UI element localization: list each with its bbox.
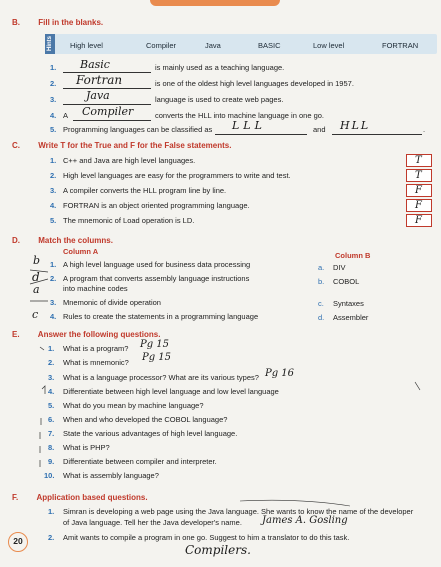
question-text: converts the HLL into machine language in one go. [155, 111, 325, 120]
hint-word: High level [70, 41, 103, 50]
column-b-letter: a. [318, 263, 325, 272]
column-b-letter: c. [318, 299, 324, 308]
handwritten-answer: Java [86, 89, 110, 102]
handwritten-answer: d [32, 270, 40, 284]
section-e-title: Answer the following questions. [37, 330, 161, 339]
question-text: is one of the oldest high level languages developed in 1957. [155, 79, 354, 88]
item-number: 10. [44, 471, 55, 480]
pen-mark [30, 279, 48, 284]
pen-mark [40, 347, 44, 350]
item-number: 4. [50, 201, 57, 210]
question-text: What is a program? [63, 344, 129, 353]
column-a-text: A high level language used for business data processing [63, 260, 251, 269]
section-f-title: Application based questions. [36, 493, 148, 502]
column-b-text: DIV [333, 263, 346, 272]
section-b-letter: B. [12, 18, 20, 27]
hint-word: FORTRAN [382, 41, 419, 50]
handwritten-answer: HLL [340, 119, 371, 132]
pen-mark [30, 270, 48, 272]
item-number: 5. [50, 216, 57, 225]
question-text: What do you mean by machine language? [63, 401, 204, 410]
item-number: 1. [50, 260, 57, 269]
item-number: 2. [48, 533, 55, 542]
section-d-letter: D. [12, 236, 20, 245]
item-number: 2. [50, 274, 57, 283]
question-text: . [423, 125, 426, 134]
column-b-title: Column B [335, 251, 371, 260]
question-text: A [63, 111, 69, 120]
item-number: 2. [48, 358, 55, 367]
item-number: 1. [50, 156, 57, 165]
handwritten-answer: b [33, 254, 41, 267]
handwritten-answer: F [415, 200, 422, 211]
section-f-letter: F. [12, 493, 19, 502]
item-number: 1. [50, 63, 57, 72]
page-number: 20 [8, 532, 28, 552]
item-number: 6. [48, 415, 55, 424]
column-b-text: COBOL [333, 277, 360, 286]
question-text: What is mnemonic? [63, 358, 129, 367]
item-number: 4. [50, 111, 57, 120]
item-number: 3. [48, 373, 55, 382]
section-d-title: Match the columns. [38, 236, 113, 245]
question-text: and [313, 125, 326, 134]
hint-word: Low level [313, 41, 345, 50]
pen-mark [415, 382, 420, 390]
handwritten-answer: Compilers. [185, 543, 251, 557]
section-c-letter: C. [12, 141, 20, 150]
column-a-text: A program that converts assembly language instructions [63, 274, 250, 283]
handwritten-note: Pg 15 [142, 352, 172, 363]
pen-mark [240, 500, 350, 506]
item-number: 1. [48, 344, 55, 353]
item-number: 9. [48, 457, 55, 466]
question-text: Differentiate between compiler and interpreter. [63, 457, 217, 466]
column-a-text: into machine codes [63, 284, 128, 293]
column-a-text: Mnemonic of divide operation [63, 298, 161, 307]
handwritten-answer: Fortran [76, 73, 123, 87]
hints-label: Hints [45, 34, 55, 54]
statement-text: FORTRAN is an object oriented programming language. [63, 201, 250, 210]
question-text: Programming languages can be classified as [63, 125, 213, 134]
section-b-title: Fill in the blanks. [38, 18, 104, 27]
handwritten-answer: Basic [80, 58, 110, 71]
question-text: State the various advantages of high level language. [63, 429, 238, 438]
item-number: 1. [48, 507, 55, 516]
handwritten-answer: T [415, 170, 422, 181]
statement-text: The mnemonic of Load operation is LD. [63, 216, 195, 225]
statement-text: C++ and Java are high level languages. [63, 156, 196, 165]
hint-word: Java [205, 41, 221, 50]
column-b-text: Syntaxes [333, 299, 364, 308]
handwritten-answer: Compiler [82, 105, 134, 118]
item-number: 3. [50, 186, 57, 195]
item-number: 8. [48, 443, 55, 452]
question-text: What is PHP? [63, 443, 110, 452]
item-number: 3. [50, 298, 57, 307]
question-text: When and who developed the COBOL language? [63, 415, 228, 424]
handwritten-answer: James A. Gosling [262, 515, 348, 526]
handwritten-answer: LLL [232, 119, 266, 132]
question-text: What is assembly language? [63, 471, 159, 480]
handwritten-note: Pg 15 [140, 339, 170, 350]
item-number: 2. [50, 171, 57, 180]
pen-mark [42, 386, 45, 394]
item-number: 2. [50, 79, 57, 88]
item-number: 5. [50, 125, 57, 134]
handwritten-answer: T [415, 155, 422, 166]
question-text: of Java language. Tell her the Java developer's name. [63, 518, 242, 527]
question-text: Differentiate between high level language and low level language [63, 387, 279, 396]
handwritten-note: Pg 16 [265, 368, 295, 379]
statement-text: High level languages are easy for the programmers to write and test. [63, 171, 291, 180]
column-a-title: Column A [63, 247, 99, 256]
question-text: What is a language processor? What are its various types? [63, 373, 259, 382]
item-number: 3. [50, 95, 57, 104]
section-e-letter: E. [12, 330, 20, 339]
column-a-text: Rules to create the statements in a programming language [63, 312, 259, 321]
item-number: 4. [48, 387, 55, 396]
hint-word: BASIC [258, 41, 281, 50]
item-number: 7. [48, 429, 55, 438]
handwritten-answer: F [415, 215, 422, 226]
section-c-title: Write T for the True and F for the False statements. [38, 141, 232, 150]
question-text: Amit wants to compile a program in one go. Suggest to him a translator to do this task. [63, 533, 350, 542]
hint-word: Compiler [146, 41, 177, 50]
item-number: 5. [48, 401, 55, 410]
question-text: Simran is developing a web page using the Java language. She wants to know the name of the developer [63, 507, 414, 516]
column-b-text: Assembler [333, 313, 369, 322]
column-b-letter: d. [318, 313, 325, 322]
question-text: language is used to create web pages. [155, 95, 284, 104]
handwritten-answer: a [33, 283, 40, 296]
question-text: is mainly used as a teaching language. [155, 63, 285, 72]
handwritten-answer: c [32, 308, 39, 321]
item-number: 4. [50, 312, 57, 321]
statement-text: A compiler converts the HLL program line by line. [63, 186, 227, 195]
handwritten-answer: F [415, 185, 422, 196]
column-b-letter: b. [318, 277, 325, 286]
